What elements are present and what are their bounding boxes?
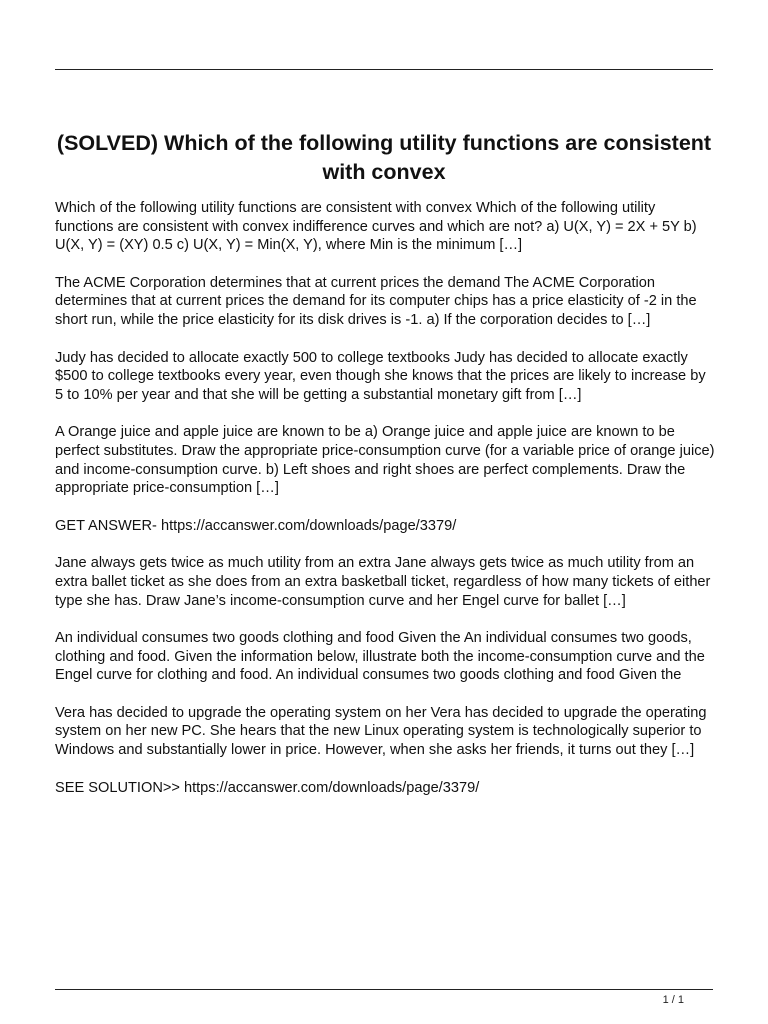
footer-divider	[55, 989, 713, 990]
page-number: 1 / 1	[662, 994, 684, 1006]
paragraph-jane-ballet: Jane always gets twice as much utility from an extra Jane always gets twice as much utility from an extra ballet ticket as she does from an extra basketball ticket, regardless of how many tickets of either type she has. Draw Jane’s income-consumption curve and her Engel curve for ballet […]	[55, 555, 711, 609]
paragraph-judy-textbooks: Judy has decided to allocate exactly 500 to college textbooks Judy has decided to allocate exactly $500 to college textbooks every year, even though she knows that the prices are likely to increase by 5 to 10% per year and that she will be getting a substantial monetary gift from […]	[55, 349, 706, 403]
paragraph-vera-os: Vera has decided to upgrade the operating system on her Vera has decided to upgrade the operating system on her new PC. She hears that the new Linux operating system is technologically superior to Windows and substantially lower in price. However, when she asks her friends, it turns out they […]	[55, 704, 707, 759]
paragraph-orange-juice: A Orange juice and apple juice are known to be a) Orange juice and apple juice are known to be perfect substitutes. Draw the appropriate price-consumption curve (for a variable price of orange juice) and income-consumption curve. b) Left shoes and right shoes are perfect complements. Draw the appropriate price-consumption […]	[55, 424, 715, 497]
paragraph-utility-functions: Which of the following utility functions are consistent with convex Which of the following utility functions are consistent with convex indifference curves and which are not? a) U(X, Y) = 2X + 5Y b) U(X, Y) = (XY) 0.5 c) U(X, Y) = Min(X, Y), where Min is the minimum […]	[55, 200, 697, 254]
get-answer-link[interactable]: GET ANSWER- https://accanswer.com/downloads/page/3379/	[55, 517, 457, 534]
see-solution-link[interactable]: SEE SOLUTION>> https://accanswer.com/downloads/page/3379/	[55, 779, 480, 796]
document-body	[55, 199, 715, 816]
document-title: (SOLVED) Which of the following utility functions are consistent with convex	[56, 131, 712, 184]
paragraph-acme-corporation: The ACME Corporation determines that at current prices the demand The ACME Corporation determines that at current prices the demand for its computer chips has a price elasticity of -2 in the short run, while the price elasticity for its disk drives is -1. a) If the corporation decides to […]	[55, 274, 697, 328]
paragraph-clothing-food: An individual consumes two goods clothing and food Given the An individual consumes two goods, clothing and food. Given the information below, illustrate both the income-consumption curve and the Engel curve for clothing and food. An individual consumes two goods clothing and food Given the	[55, 630, 705, 684]
header-divider	[55, 69, 713, 70]
